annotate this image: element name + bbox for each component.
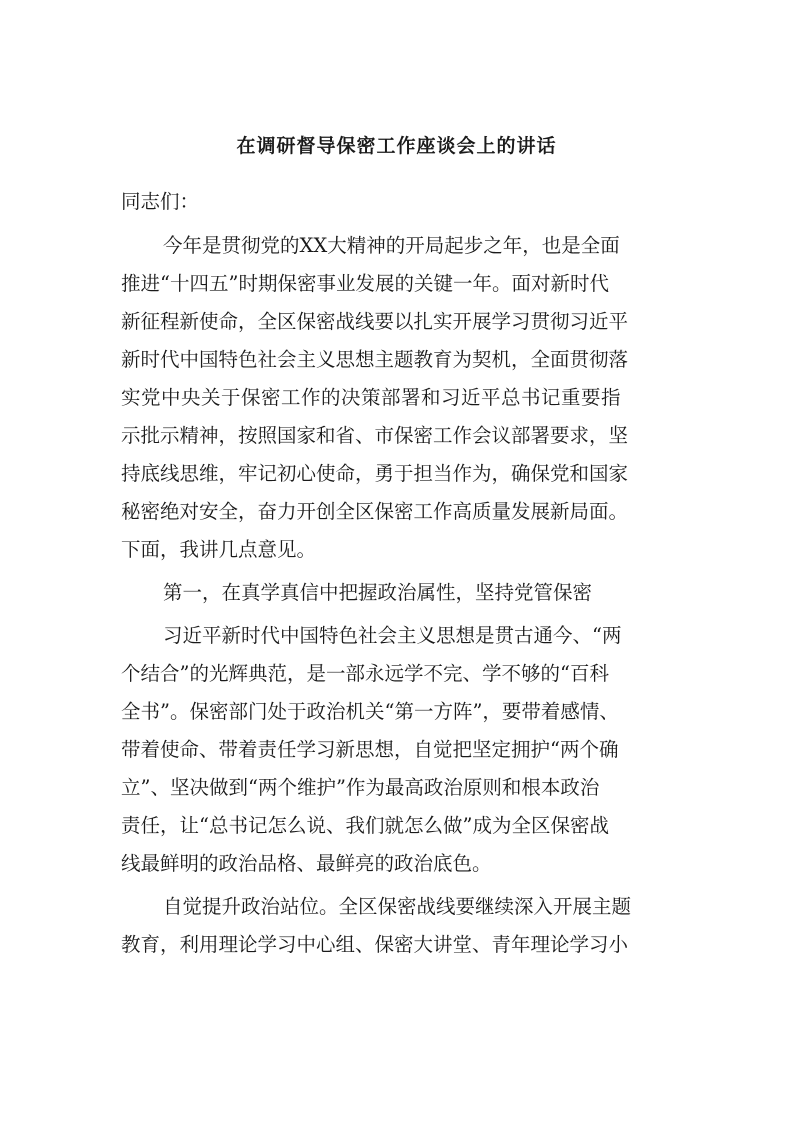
paragraph-line: 今年是贯彻党的XX大精神的开局起步之年，也是全面 bbox=[163, 234, 620, 257]
paragraph-line: 下面，我讲几点意见。 bbox=[121, 538, 317, 561]
paragraph-line: 自觉提升政治站位。全区保密战线要继续深入开展主题 bbox=[163, 895, 632, 918]
paragraph-line: 立”、坚决做到“两个维护”作为最高政治原则和根本政治 bbox=[121, 776, 600, 799]
paragraph-line: 持底线思维，牢记初心使命，勇于担当作为，确保党和国家 bbox=[121, 462, 629, 485]
paragraph-line: 个结合”的光辉典范，是一部永远学不完、学不够的“百科 bbox=[121, 662, 609, 685]
paragraph-line: 新征程新使命，全区保密战线要以扎实开展学习贯彻习近平 bbox=[121, 310, 629, 333]
paragraph-line: 责任，让“总书记怎么说、我们就怎么做”成为全区保密战 bbox=[121, 814, 609, 837]
paragraph-line: 实党中央关于保密工作的决策部署和习近平总书记重要指 bbox=[121, 386, 622, 409]
paragraph-line: 全书”。保密部门处于政治机关“第一方阵”，要带着感情、 bbox=[121, 700, 619, 723]
paragraph-line: 习近平新时代中国特色社会主义思想是贯古通今、“两 bbox=[163, 624, 622, 647]
paragraph-line: 示批示精神，按照国家和省、市保密工作会议部署要求，坚 bbox=[121, 424, 629, 447]
section-heading: 第一，在真学真信中把握政治属性，坚持党管保密 bbox=[163, 581, 593, 604]
salutation: 同志们： bbox=[121, 190, 200, 213]
paragraph-line: 秘密绝对安全，奋力开创全区保密工作高质量发展新局面。 bbox=[121, 500, 629, 523]
paragraph-line: 线最鲜明的政治品格、最鲜亮的政治底色。 bbox=[121, 852, 492, 875]
paragraph-line: 教育，利用理论学习中心组、保密大讲堂、青年理论学习小 bbox=[121, 933, 629, 956]
paragraph-line: 推进“十四五”时期保密事业发展的关键一年。面对新时代 bbox=[121, 272, 609, 295]
paragraph-line: 带着使命、带着责任学习新思想，自觉把坚定拥护“两个确 bbox=[121, 738, 619, 761]
paragraph-line: 新时代中国特色社会主义思想主题教育为契机，全面贯彻落 bbox=[121, 348, 629, 371]
document-title: 在调研督导保密工作座谈会上的讲话 bbox=[236, 135, 557, 157]
